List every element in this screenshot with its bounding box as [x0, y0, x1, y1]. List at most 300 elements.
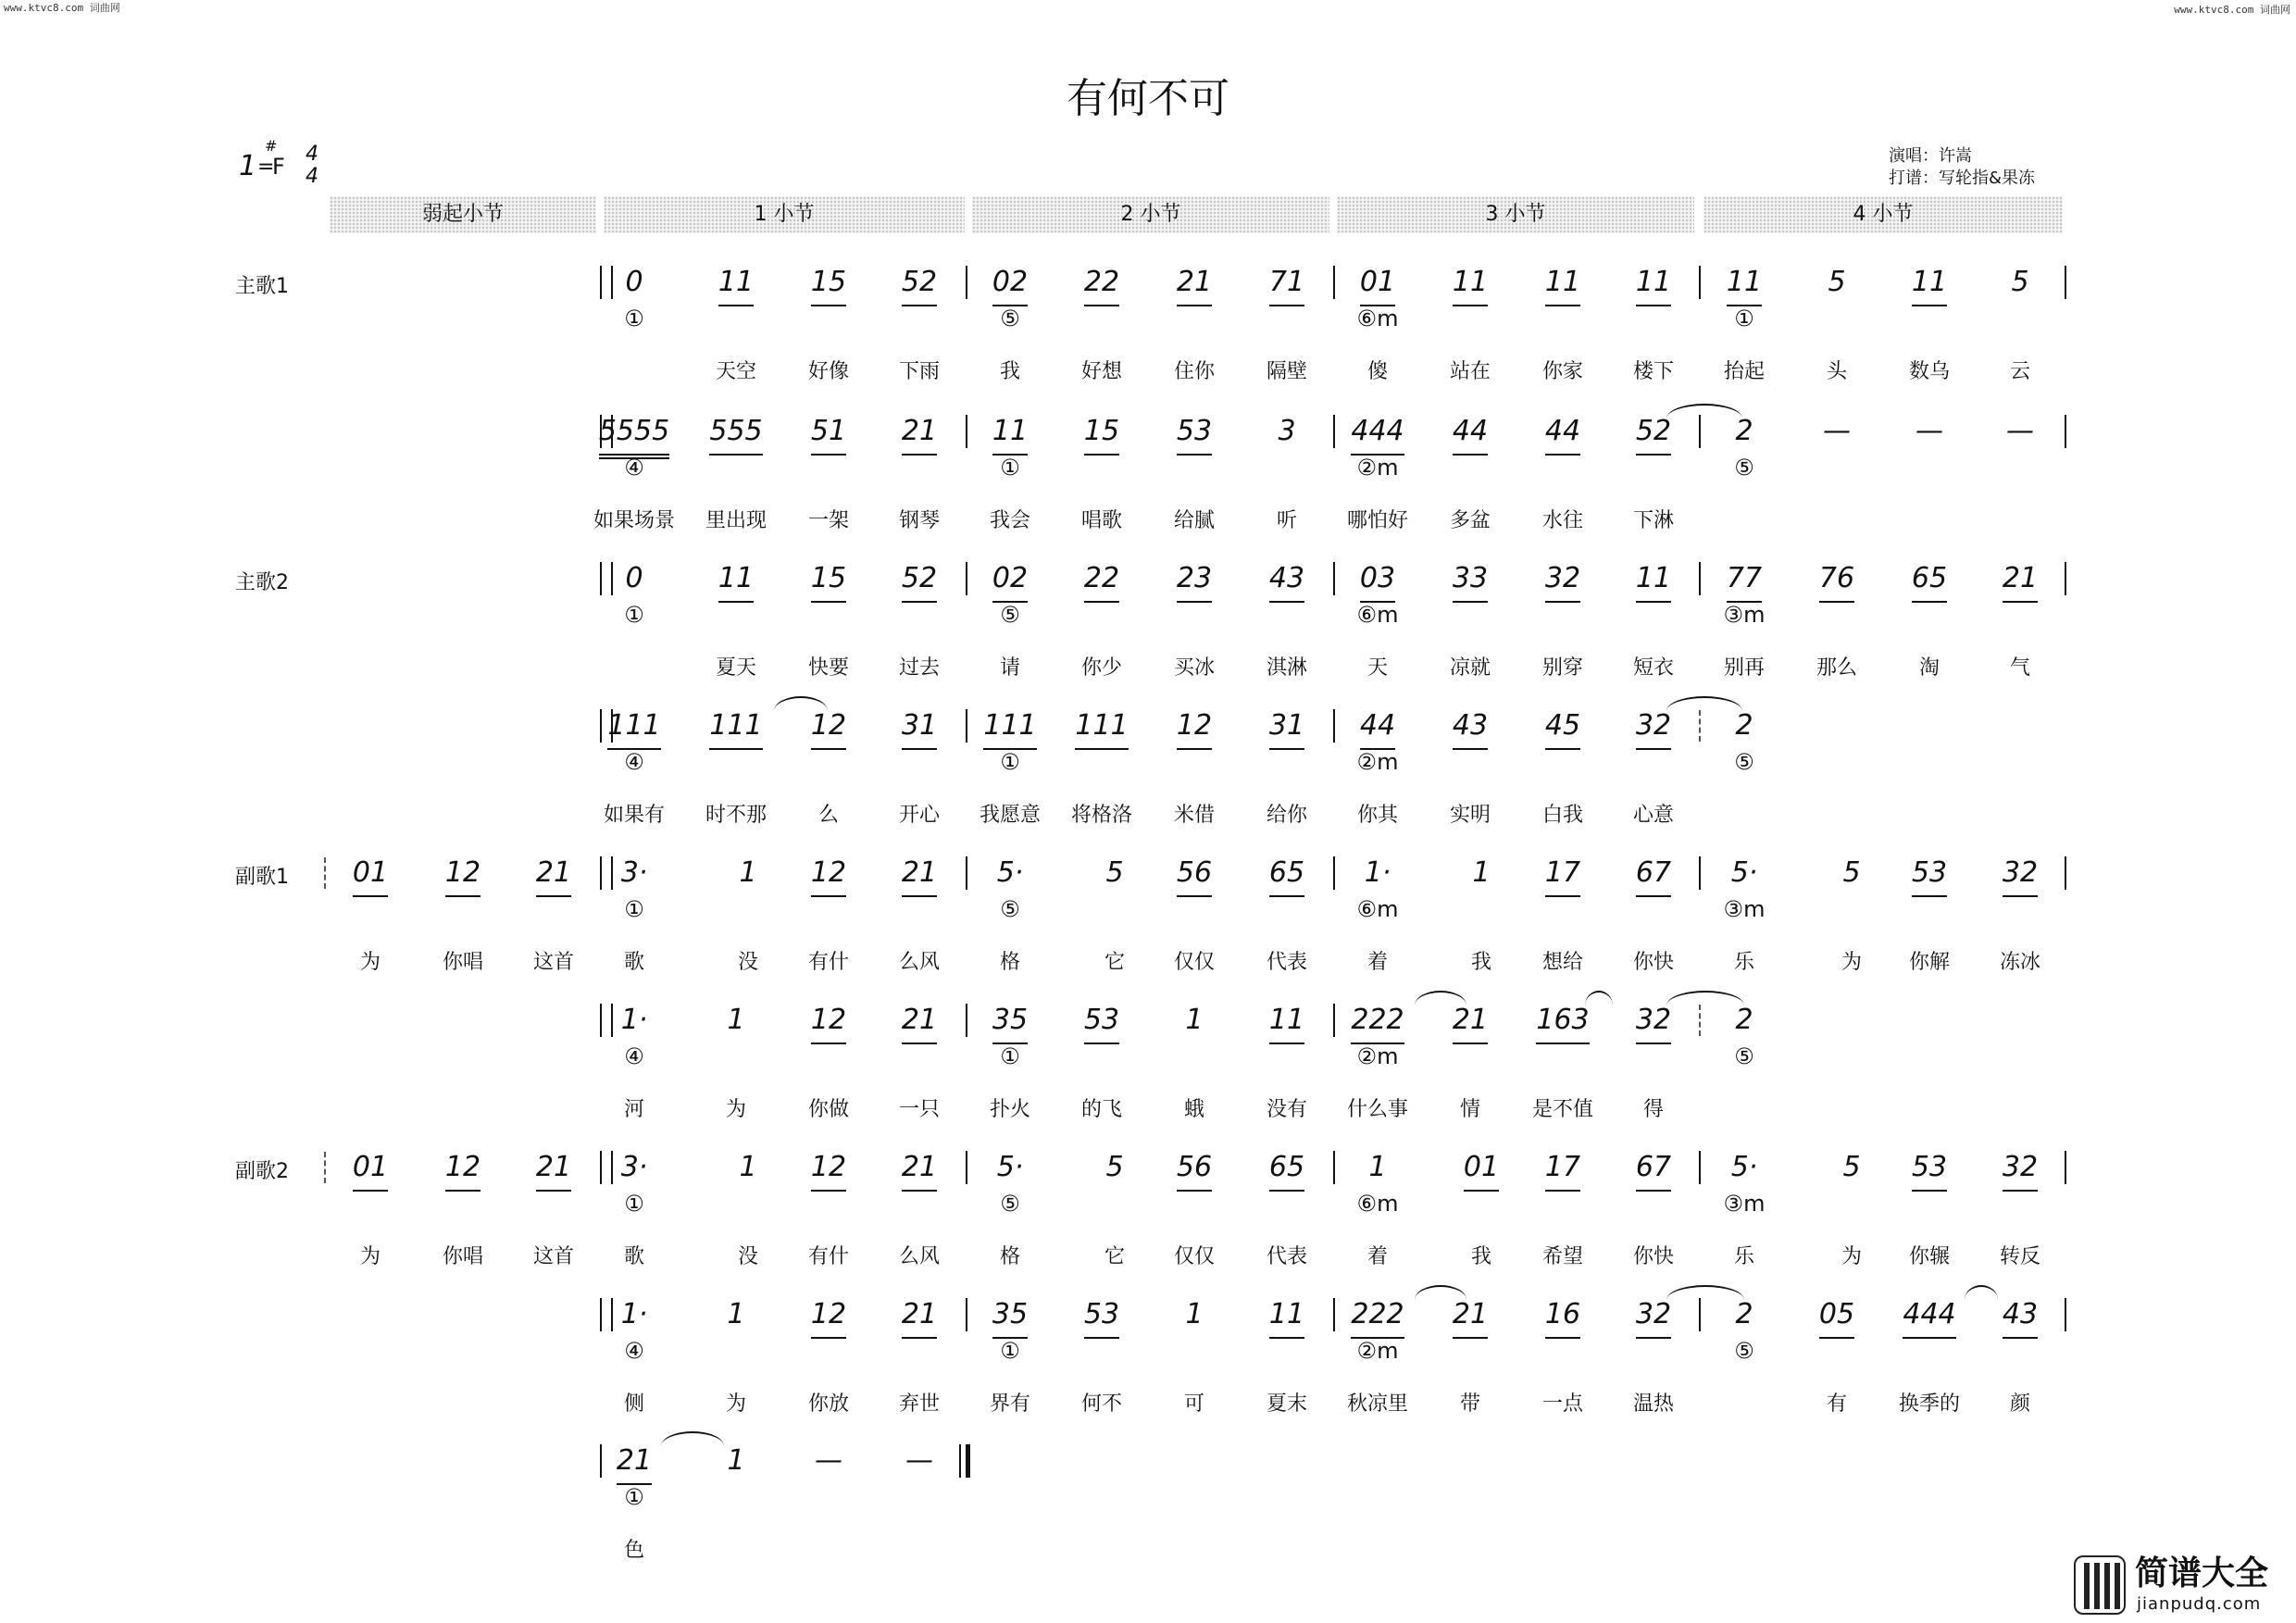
note	[512, 1151, 595, 1192]
note-text: 32	[1636, 709, 1671, 750]
lyric: 代表	[1266, 1245, 1307, 1268]
note	[1703, 1298, 1786, 1337]
lyric: 多盆	[1449, 509, 1491, 532]
lyric: 好想	[1080, 360, 1122, 383]
note-text: 5·	[1730, 1151, 1758, 1183]
lyric: 给腻	[1173, 509, 1215, 532]
chord-symbol: ③m	[1723, 896, 1766, 922]
note	[1440, 856, 1523, 895]
note	[694, 709, 778, 750]
note	[593, 1151, 676, 1190]
lyric: 凉就	[1449, 656, 1491, 680]
note-text: 21	[536, 1151, 571, 1192]
note-text: 3·	[620, 856, 648, 889]
tie	[1415, 991, 1466, 1005]
note	[1153, 1151, 1236, 1192]
chord-symbol: ①	[624, 1191, 644, 1217]
note	[1978, 266, 2062, 305]
note-text: 32	[2003, 856, 2038, 897]
note-text: 11	[1727, 266, 1762, 306]
barline	[2065, 856, 2066, 890]
lyric: 米借	[1173, 804, 1215, 827]
note-text: 12	[811, 1151, 846, 1192]
lyric: 希望	[1541, 1245, 1583, 1268]
lyric: 夏末	[1266, 1392, 1307, 1416]
note	[968, 266, 1052, 306]
note-text: 3	[1278, 415, 1296, 447]
tie	[1666, 404, 1742, 418]
note-text: 163	[1536, 1004, 1589, 1044]
note-text: 21	[902, 1151, 937, 1192]
lyric: 冻冰	[1999, 951, 2040, 974]
note	[694, 266, 778, 306]
note-text: 2	[1735, 709, 1753, 742]
tie	[1666, 991, 1744, 1005]
lyric: 可	[1183, 1392, 1204, 1416]
lyric: 么风	[898, 1245, 940, 1268]
note	[1888, 1151, 1971, 1192]
key-note: F	[272, 154, 285, 180]
note-text: 23	[1177, 562, 1212, 603]
note-text: 17	[1545, 856, 1580, 897]
lyric: 楼下	[1632, 360, 1674, 383]
note	[1073, 856, 1156, 895]
measure-header-1: 1 小节	[604, 196, 965, 233]
note-text: 51	[811, 415, 846, 456]
lyric: 将格洛	[1070, 804, 1132, 827]
site-logo	[2074, 1555, 2287, 1618]
lyric: 天	[1366, 656, 1388, 680]
lyric: 开心	[898, 804, 940, 827]
note-text: —	[815, 1444, 842, 1477]
note	[787, 1004, 870, 1044]
note	[968, 1151, 1052, 1190]
barline	[2065, 1298, 2066, 1331]
lyric: 夏天	[715, 656, 756, 680]
tie	[1666, 1285, 1744, 1300]
lyric: 这首	[532, 951, 574, 974]
chord-symbol: ①	[1000, 1043, 1020, 1069]
note	[1336, 1004, 1419, 1044]
note	[694, 562, 778, 603]
barline	[1333, 1004, 1335, 1037]
note	[1703, 1004, 1786, 1042]
lyric: 何不	[1080, 1392, 1122, 1416]
note-text: 5	[1105, 856, 1124, 889]
lyric: 为	[725, 1392, 746, 1416]
lyric: 你快	[1632, 1245, 1674, 1268]
barline	[1699, 1298, 1701, 1331]
note	[968, 709, 1052, 750]
note	[1978, 1298, 2062, 1339]
note	[694, 1298, 778, 1337]
section-label-chorus2: 副歌2	[235, 1160, 289, 1183]
note-text: 22	[1084, 562, 1119, 603]
measure-header-pickup: 弱起小节	[330, 196, 596, 233]
note-text: 32	[1636, 1004, 1671, 1044]
lyric: 乐	[1733, 951, 1754, 974]
lyric: 我	[999, 360, 1020, 383]
chord-symbol: ⑤	[1000, 602, 1020, 628]
note	[1336, 266, 1419, 306]
chord-symbol: ⑤	[1734, 749, 1754, 775]
note	[1810, 1151, 1893, 1190]
lyric: 哪怕好	[1346, 509, 1408, 532]
note	[1429, 1298, 1512, 1339]
lyric: 温热	[1632, 1392, 1674, 1416]
note	[1521, 1151, 1604, 1192]
note-text: 5·	[996, 856, 1024, 889]
lyric: 实明	[1449, 804, 1491, 827]
lyric: 么风	[898, 951, 940, 974]
note-text: 111	[983, 709, 1036, 750]
lyric: 它	[1104, 951, 1125, 974]
note-text: 22	[1084, 266, 1119, 306]
chord-symbol: ⑤	[1000, 1191, 1020, 1217]
lyric: 下雨	[898, 360, 940, 383]
barline	[966, 562, 967, 595]
note-text: 43	[1269, 562, 1304, 603]
note	[706, 1151, 790, 1190]
chord-symbol: ④	[624, 1338, 644, 1364]
note-text: 5·	[996, 1151, 1024, 1183]
note	[1888, 856, 1971, 897]
lyric: 买冰	[1173, 656, 1215, 680]
lyric: 你快	[1632, 951, 1674, 974]
chord-symbol: ⑥m	[1356, 1191, 1399, 1217]
watermark-left: www.ktvc8.com 词曲网	[4, 2, 120, 14]
note	[1060, 709, 1143, 750]
note	[878, 415, 961, 456]
lyric: 是不值	[1531, 1098, 1593, 1121]
lyric: 一点	[1541, 1392, 1583, 1416]
note	[1245, 1298, 1329, 1339]
lyric: 蛾	[1183, 1098, 1204, 1121]
note	[1612, 1004, 1695, 1044]
note-text: 2	[1735, 1004, 1753, 1036]
note-text: 01	[353, 856, 388, 897]
chord-symbol: ③m	[1723, 1191, 1766, 1217]
lyric: 仅仅	[1173, 951, 1215, 974]
note-text: 31	[1269, 709, 1304, 750]
note-text: 43	[1453, 709, 1488, 750]
note	[787, 709, 870, 750]
chord-symbol: ⑤	[1000, 896, 1020, 922]
note	[1429, 1004, 1512, 1044]
tie	[1965, 1285, 1998, 1300]
chord-symbol: ①	[1000, 749, 1020, 775]
note	[878, 1151, 961, 1192]
chord-symbol: ⑤	[1000, 306, 1020, 331]
note-text: 15	[1084, 415, 1119, 456]
note-text: —	[905, 1444, 933, 1477]
note	[421, 856, 505, 897]
note-text: 12	[1177, 709, 1212, 750]
note	[1795, 562, 1878, 603]
note	[1245, 1004, 1329, 1044]
note	[1703, 1151, 1786, 1190]
lyric: 换季的	[1898, 1392, 1960, 1416]
note-text: 1·	[620, 1298, 648, 1330]
chord-symbol: ①	[624, 896, 644, 922]
barline-dashed	[324, 857, 326, 889]
barline	[2065, 1151, 2066, 1184]
note	[593, 266, 676, 305]
note-text: 11	[1269, 1298, 1304, 1339]
tie	[774, 696, 828, 711]
measure-header-2: 2 小节	[972, 196, 1329, 233]
note	[1336, 1298, 1419, 1339]
note-text: 65	[1912, 562, 1947, 603]
note-text: 1	[739, 856, 757, 889]
section-label-verse2: 主歌2	[235, 571, 289, 594]
note	[1153, 709, 1236, 750]
lyric: 着	[1366, 1245, 1388, 1268]
chord-symbol: ②m	[1356, 1338, 1399, 1364]
lyric: 白我	[1541, 804, 1583, 827]
note	[1978, 562, 2062, 603]
lyric: 别再	[1723, 656, 1765, 680]
note	[1612, 562, 1695, 603]
note	[1245, 562, 1329, 603]
note-text: 11	[1545, 266, 1580, 306]
barline	[1699, 415, 1701, 448]
note-text: 11	[1269, 1004, 1304, 1044]
lyric: 侧	[623, 1392, 644, 1416]
note	[1888, 562, 1971, 603]
lyric: 有	[1826, 1392, 1847, 1416]
barline	[966, 709, 967, 743]
chord-symbol: ⑤	[1734, 1338, 1754, 1364]
note-text: 12	[811, 1298, 846, 1339]
key-equals: =	[257, 156, 275, 179]
lyric: 听	[1276, 509, 1297, 532]
section-label-verse1: 主歌1	[235, 275, 289, 298]
note	[1521, 1298, 1604, 1339]
note-text: 11	[992, 415, 1028, 456]
lyric: 头	[1826, 360, 1847, 383]
note-text: 15	[811, 562, 846, 603]
lyric: 水往	[1541, 509, 1583, 532]
note	[1978, 1151, 2062, 1192]
note-text: 31	[902, 709, 937, 750]
note-text: 35	[992, 1004, 1028, 1044]
note-text: 21	[1453, 1298, 1488, 1339]
lyric: 么	[817, 804, 839, 827]
note	[1703, 856, 1786, 895]
lyric: 你放	[807, 1392, 849, 1416]
lyric: 仅仅	[1173, 1245, 1215, 1268]
note	[1060, 562, 1143, 603]
note-text: 45	[1545, 709, 1580, 750]
note-text: 67	[1636, 856, 1671, 897]
lyric: 有什	[807, 1245, 849, 1268]
note	[593, 1298, 676, 1337]
chord-symbol: ③m	[1723, 602, 1766, 628]
note	[1521, 709, 1604, 750]
note	[1703, 562, 1786, 603]
barline	[1333, 709, 1335, 743]
note	[968, 1298, 1052, 1339]
lyric: 别穿	[1541, 656, 1583, 680]
barline-dashed	[324, 1152, 326, 1183]
barline	[1699, 562, 1701, 595]
note-text: 67	[1636, 1151, 1671, 1192]
chord-symbol: ④	[624, 749, 644, 775]
note	[968, 1004, 1052, 1044]
lyric: 数乌	[1908, 360, 1950, 383]
note-text: 1·	[620, 1004, 648, 1036]
note	[1703, 709, 1786, 748]
note	[1336, 415, 1419, 456]
barline	[2065, 266, 2066, 299]
note-text: 21	[902, 856, 937, 897]
note-text: 111	[607, 709, 660, 750]
lyric: 扑火	[989, 1098, 1030, 1121]
note-text: 12	[445, 856, 480, 897]
note-text: 222	[1351, 1298, 1404, 1339]
note-text: 111	[709, 709, 762, 750]
chord-symbol: ④	[624, 455, 644, 481]
lyric: 钢琴	[898, 509, 940, 532]
note	[878, 856, 961, 897]
note	[968, 856, 1052, 895]
note	[421, 1151, 505, 1192]
note	[512, 856, 595, 897]
chord-symbol: ①	[1000, 455, 1020, 481]
note-text: 53	[1912, 1151, 1947, 1192]
note-text: 32	[1545, 562, 1580, 603]
lyric: 为	[359, 1245, 381, 1268]
note	[787, 1444, 870, 1483]
lyric: 你少	[1080, 656, 1122, 680]
note	[1060, 415, 1143, 456]
note	[1888, 266, 1971, 306]
note-text: 12	[811, 856, 846, 897]
chord-symbol: ①	[624, 602, 644, 628]
lyric: 什么事	[1346, 1098, 1408, 1121]
note-text: 01	[353, 1151, 388, 1192]
barline	[1333, 266, 1335, 299]
lyric: 你做	[807, 1098, 849, 1121]
note-text: 03	[1360, 562, 1395, 603]
note	[1429, 562, 1512, 603]
note-text: 1	[739, 1151, 757, 1183]
tie	[661, 1431, 724, 1446]
note	[1521, 266, 1604, 306]
lyric: 一架	[807, 509, 849, 532]
note	[593, 856, 676, 895]
note-text: 5	[1842, 856, 1861, 889]
note-text: 32	[2003, 1151, 2038, 1192]
note	[1153, 562, 1236, 603]
note	[787, 415, 870, 456]
song-title: 有何不可	[1067, 75, 1229, 122]
note	[878, 1444, 961, 1483]
note	[1245, 415, 1329, 454]
note-text: 53	[1084, 1004, 1119, 1044]
lyric: 色	[623, 1539, 644, 1562]
note	[1429, 709, 1512, 750]
note-text: 5	[1828, 266, 1846, 298]
note	[1521, 562, 1604, 603]
note-text: 12	[811, 1004, 846, 1044]
lyric: 乐	[1733, 1245, 1754, 1268]
note-text: 2	[1735, 1298, 1753, 1330]
watermark-right: www.ktvc8.com 词曲网	[2174, 4, 2290, 16]
note-text: 5	[2011, 266, 2029, 298]
note	[787, 1151, 870, 1192]
lyric: 想给	[1541, 951, 1583, 974]
note	[968, 415, 1052, 456]
note-text: 21	[1177, 266, 1212, 306]
lyric: 时不那	[705, 804, 767, 827]
tie	[1415, 1285, 1466, 1300]
chord-symbol: ②m	[1356, 749, 1399, 775]
lyric: 没	[737, 1245, 758, 1268]
barline	[966, 266, 967, 299]
note-text: 21	[617, 1444, 652, 1485]
lyric: 淇淋	[1266, 656, 1307, 680]
note-text: 21	[1453, 1004, 1488, 1044]
note	[787, 266, 870, 306]
lyric: 转反	[1999, 1245, 2040, 1268]
note	[694, 415, 778, 456]
note	[1612, 1298, 1695, 1339]
note-text: 222	[1351, 1004, 1404, 1044]
barline	[966, 856, 967, 890]
note-text: 52	[1636, 415, 1671, 456]
chord-symbol: ④	[624, 1043, 644, 1069]
note	[1521, 415, 1604, 456]
lyric: 我	[1470, 951, 1491, 974]
note-text: 35	[992, 1298, 1028, 1339]
lyric: 站在	[1449, 360, 1491, 383]
note	[1060, 266, 1143, 306]
note	[593, 1004, 676, 1042]
note-text: 44	[1360, 709, 1395, 750]
note	[1978, 856, 2062, 897]
barline	[966, 415, 967, 448]
note-text: 1	[727, 1298, 745, 1330]
logo-name: 简谱大全	[2135, 1554, 2269, 1592]
note-text: 111	[1075, 709, 1128, 750]
note-text: 17	[1545, 1151, 1580, 1192]
note	[1795, 266, 1878, 305]
lyric: 请	[999, 656, 1020, 680]
chord-symbol: ②m	[1356, 1043, 1399, 1069]
note-text: 11	[1636, 562, 1671, 603]
lyric: 情	[1459, 1098, 1480, 1121]
note	[1888, 415, 1971, 454]
lyric: 你唱	[442, 951, 483, 974]
note-text: 5555	[599, 415, 669, 456]
note-text: 11	[718, 266, 754, 306]
note	[878, 562, 961, 603]
note	[1521, 856, 1604, 897]
note-text: 21	[902, 1004, 937, 1044]
lyric: 我愿意	[979, 804, 1041, 827]
lyric: 有什	[807, 951, 849, 974]
chord-symbol: ①	[624, 1484, 644, 1510]
note-text: 43	[2003, 1298, 2038, 1339]
chord-symbol: ⑤	[1734, 1043, 1754, 1069]
chord-symbol: ⑥m	[1356, 306, 1399, 331]
lyric: 颜	[2009, 1392, 2030, 1416]
note	[1336, 1151, 1419, 1190]
lyric: 你解	[1908, 951, 1950, 974]
note	[1153, 415, 1236, 456]
